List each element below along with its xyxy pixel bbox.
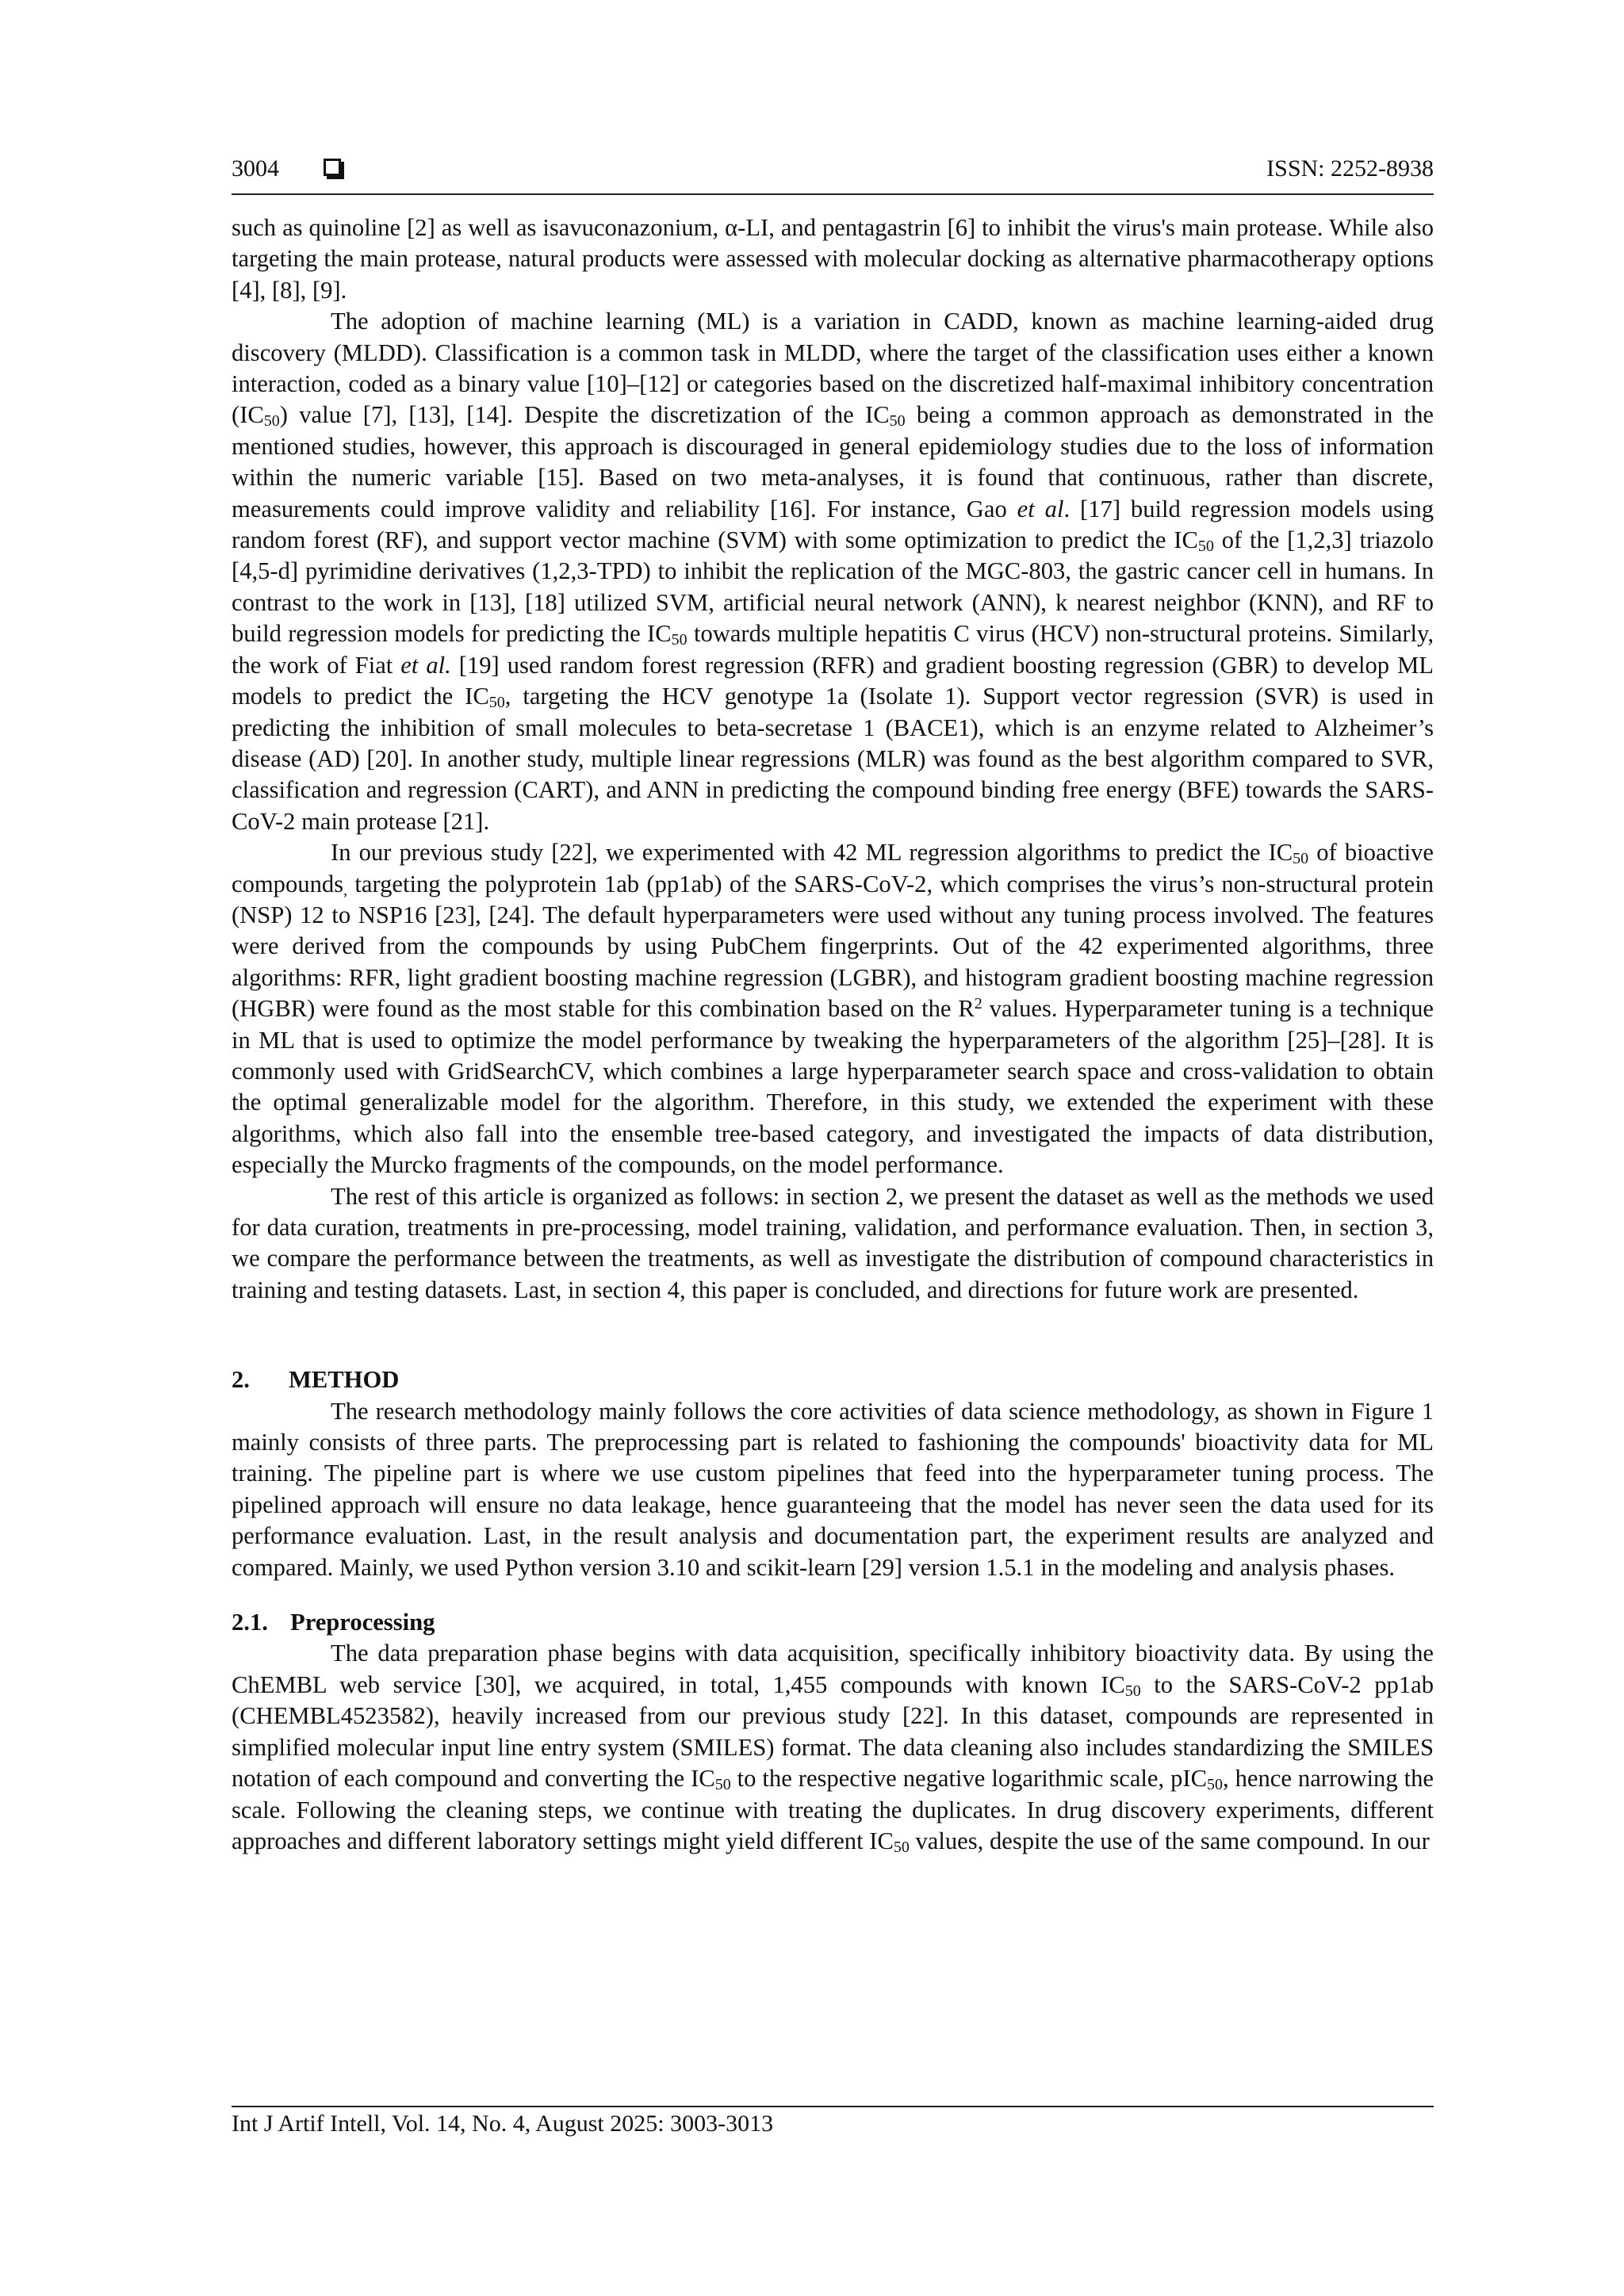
paragraph-ml-background: The adoption of machine learning (ML) is a variation in CADD, known as machine learning-aided drug discovery (MLDD). Classification is a common task in MLDD, where the target of the classification uses either a known interaction, coded as a binary value [10]–[12] or categories based on the discretized half-maximal inhibitory concentration $(IC_{50})$ value [7], [13], [14]. Despite the discretization of the $IC_{50}$ being a common approach as demonstrated in the mentioned studies, however, this approach is discouraged in general epidemiology studies due to the loss of information within the numeric variable [15]. Based on two meta-analyses, it is found that continuous, rather than discrete, measurements could improve validity and reliability [16]. For instance, Gao et al. [17] build regression models using random forest (RF), and support vector machine (SVM) with some optimization to predict the $IC_{50}$ of the [1,2,3] triazolo [4,5-d] pyrimidine derivatives (1,2,3-TPD) to inhibit the replication of the MGC-803, the gastric cancer cell in humans. In contrast to the work in [13], [18] utilized SVM, artificial neural network (ANN), k nearest neighbor (KNN), and RF to build regression models for predicting the $IC_{50}$ towards multiple hepatitis C virus (HCV) non-structural proteins. Similarly, the work of Fiat et al. [19] used random forest regression (RFR) and gradient boosting regression (GBR) to develop ML models to predict the $IC_{50}$, targeting the HCV genotype 1a (Isolate 1). Support vector regression (SVR) is used in predicting the inhibition of small molecules to beta-secretase 1 (BACE1), which is an enzyme related to Alzheimer’s disease (AD) [20]. In another study, multiple linear regressions (MLR) was found as the best algorithm compared to SVR, classification and regression (CART), and ANN in predicting the compound binding free energy (BFE) towards the SARS-CoV-2 main protease [21]. <box>232 308 1434 835</box>
paragraph-previous-study: In our previous study [22], we experimented with 42 ML regression algorithms to predict the $IC_{50}$ of bioactive compounds$_,$ targeting the polyprotein 1ab (pp1ab) of the SARS-CoV-2, which comprises the virus’s non-structural protein (NSP) 12 to NSP16 [23], [24]. The default hyperparameters were used without any tuning process involved. The features were derived from the compounds by using PubChem fingerprints. Out of the 42 experimented algorithms, three algorithms: RFR, light gradient boosting machine regression (LGBR), and histogram gradient boosting machine regression (HGBR) were found as the most stable for this combination based on the $R^2$ values. Hyperparameter tuning is a technique in ML that is used to optimize the model performance by tweaking the hyperparameters of the algorithm [25]–[28]. It is commonly used with GridSearchCV, which combines a large hyperparameter search space and cross-validation to obtain the optimal generalizable model for the algorithm. Therefore, in this study, we extended the experiment with these algorithms, which also fall into the ensemble tree-based category, and investigated the impacts of data distribution, especially the Murcko fragments of the compounds, on the model performance. <box>232 839 1434 1179</box>
issn-label: ISSN: 2252-8938 <box>1266 155 1434 182</box>
page-number: 3004 <box>232 155 279 182</box>
paragraph-organization: The rest of this article is organized as follows: in section 2, we present the dataset as well as the methods we used for data curation, treatments in pre-processing, model training, validation, and performance evaluation. Then, in section 3, we compare the performance between the treatments, as well as investigate the distribution of compound characteristics in training and testing datasets. Last, in section 4, this paper is concluded, and directions for future work are presented. <box>232 1182 1434 1303</box>
footer-citation: Int J Artif Intell, Vol. 14, No. 4, August 2025: 3003-3013 <box>232 2110 774 2137</box>
running-header <box>232 152 1434 195</box>
paragraph-preprocessing: The data preparation phase begins with data acquisition, specifically inhibitory bioactivity data. By using the ChEMBL web service [30], we acquired, in total, 1,455 compounds with known $IC_{50}$ to the SARS-CoV-2 pp1ab (CHEMBL4523582), heavily increased from our previous study [22]. In this dataset, compounds are represented in simplified molecular input line entry system (SMILES) format. The data cleaning also includes standardizing the SMILES notation of each compound and converting the $IC_{50}$ to the respective negative logarithmic scale, pIC$_{50}$, hence narrowing the scale. Following the cleaning steps, we continue with treating the duplicates. In drug discovery experiments, different approaches and different laboratory settings might yield different $IC_{50}$ values, despite the use of the same compound. In our <box>232 1640 1434 1856</box>
subsection-heading-preprocessing: 2.1. Preprocessing <box>232 1609 435 1636</box>
paragraph-continued: such as quinoline [2] as well as isavuconazonium, α-LI, and pentagastrin [6] to inhibit the virus's main protease. While also targeting the main protease, natural products were assessed with molecular docking as alternative pharmacotherapy options [4], [8], [9]. <box>232 214 1434 304</box>
body-text <box>232 212 1434 1857</box>
square-bullet-icon <box>324 159 341 176</box>
paragraph-method: The research methodology mainly follows the core activities of data science methodology, as shown in Figure 1 mainly consists of three parts. The preprocessing part is related to fashioning the compounds' bioactivity data for ML training. The pipeline part is where we use custom pipelines that feed into the hyperparameter tuning process. The pipelined approach will ensure no data leakage, hence guaranteeing that the model has never seen the data used for its performance evaluation. Last, in the result analysis and documentation part, the experiment results are analyzed and compared. Mainly, we used Python version 3.10 and scikit-learn [29] version 1.5.1 in the modeling and analysis phases. <box>232 1397 1434 1581</box>
running-footer <box>232 2106 1434 2137</box>
section-heading-method: 2. METHOD <box>232 1366 400 1394</box>
